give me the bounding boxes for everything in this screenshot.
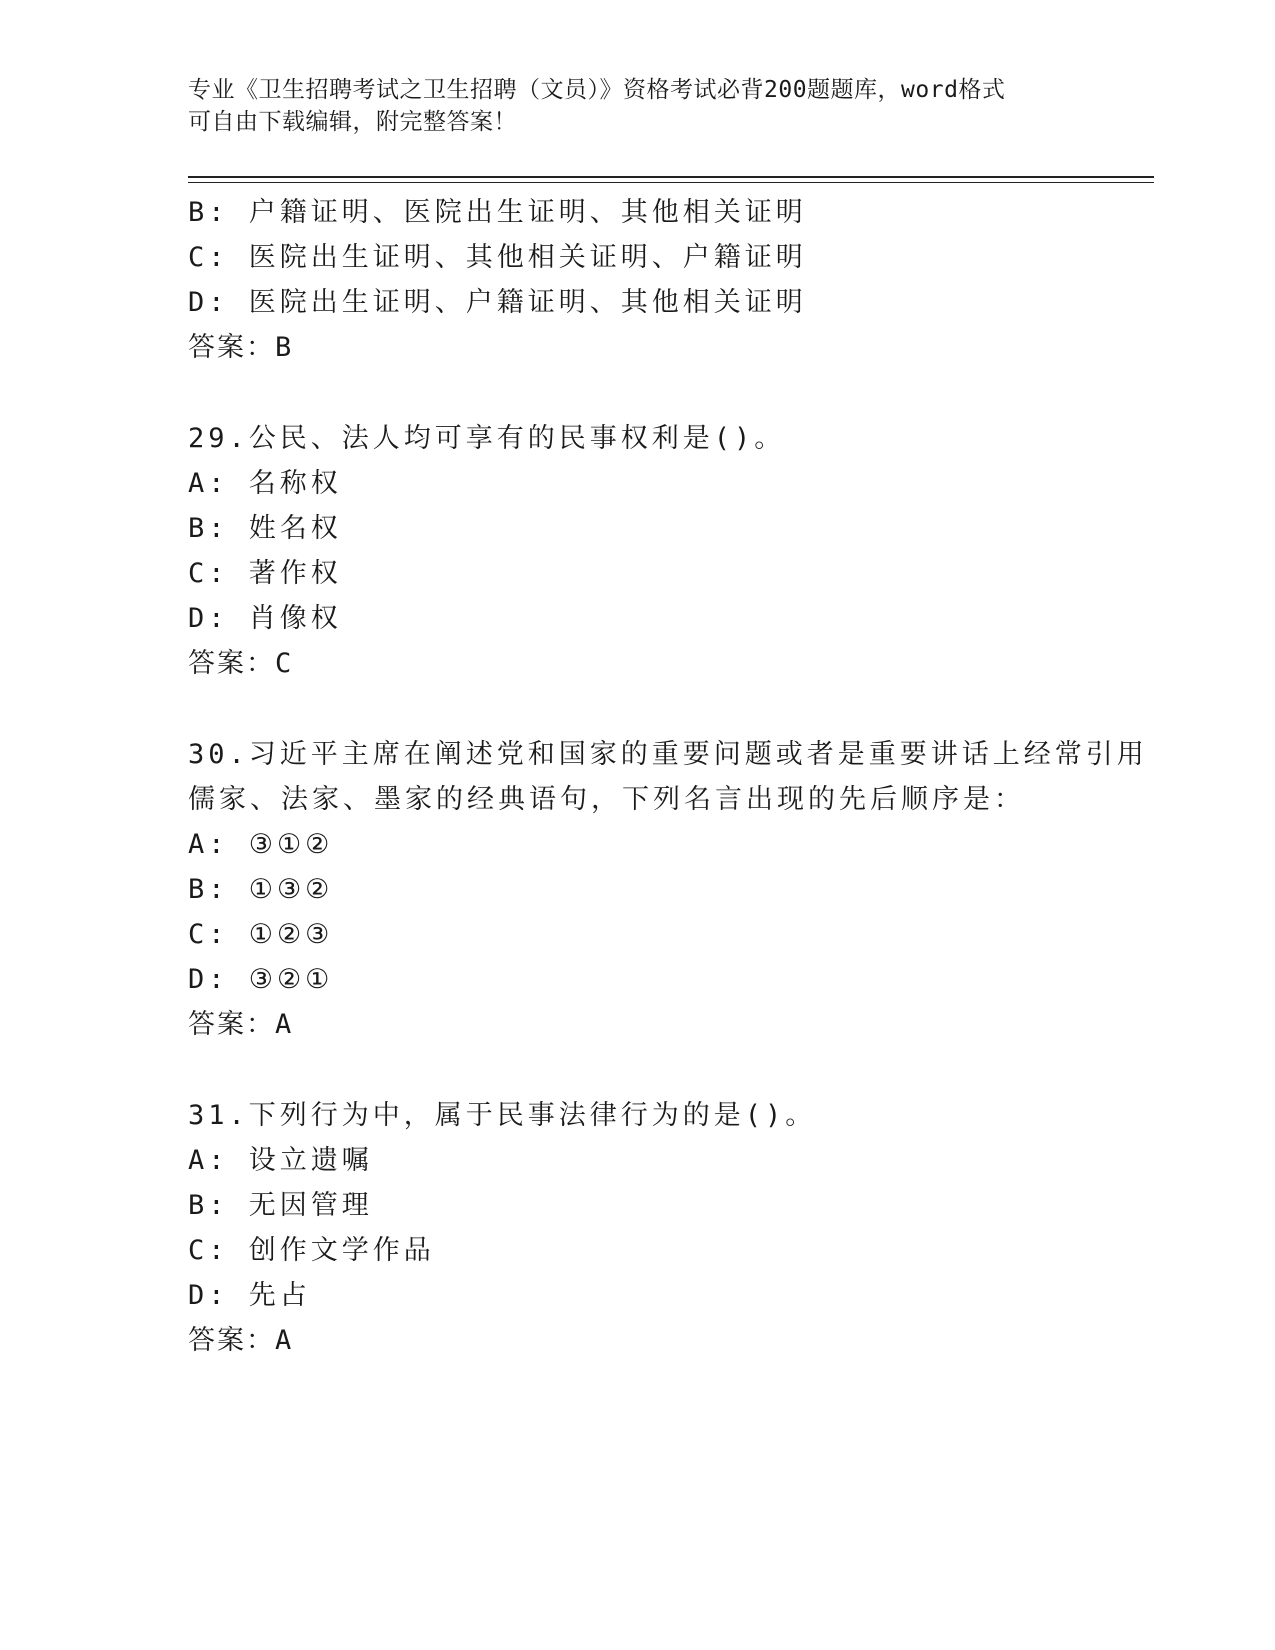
option-d: D: 先占 [188,1280,311,1311]
answer-value: B [275,332,294,363]
answer-label: 答案： [188,1009,275,1040]
header-title-line2: 可自由下载编辑，附完整答案！ [188,109,517,135]
option-c: C: 医院出生证明、其他相关证明、户籍证明 [188,242,807,273]
answer-value: C [275,648,294,679]
answer-line [188,325,1088,370]
question-stem: 29.公民、法人均可享有的民事权利是()。 [188,423,786,454]
answer-line [188,1318,1088,1363]
option-a: A: ③①② [188,829,334,860]
question-29 [188,416,1088,686]
document-header [188,74,1088,138]
question-stem-line2: 儒家、法家、墨家的经典语句，下列名言出现的先后顺序是： [188,784,1025,815]
answer-line [188,641,1088,686]
option-c: C: ①②③ [188,919,334,950]
question-31 [188,1093,1088,1363]
answer-label: 答案： [188,1325,275,1356]
option-c: C: 著作权 [188,558,342,589]
question-stem: 31.下列行为中，属于民事法律行为的是()。 [188,1100,817,1131]
option-a: A: 名称权 [188,468,342,499]
answer-label: 答案： [188,648,275,679]
header-title-line1: 专业《卫生招聘考试之卫生招聘（文员）》资格考试必背200题题库，word格式 [188,77,1006,103]
option-d: D: ③②① [188,964,334,995]
question-28-tail [188,190,1088,370]
option-b: B: 无因管理 [188,1190,373,1221]
option-c: C: 创作文学作品 [188,1235,435,1266]
answer-value: A [275,1009,294,1040]
answer-line [188,1002,1088,1047]
question-list [188,190,1148,1363]
option-d: D: 医院出生证明、户籍证明、其他相关证明 [188,287,807,318]
header-divider-thin [188,182,1154,183]
option-b: B: ①③② [188,874,334,905]
question-30 [188,732,1148,1047]
option-d: D: 肖像权 [188,603,342,634]
answer-value: A [275,1325,294,1356]
question-stem-line1: 30.习近平主席在阐述党和国家的重要问题或者是重要讲话上经常引用 [188,739,1148,770]
answer-label: 答案： [188,332,275,363]
option-b: B: 姓名权 [188,513,342,544]
option-b: B: 户籍证明、医院出生证明、其他相关证明 [188,197,807,228]
header-divider-thick [188,176,1154,178]
option-a: A: 设立遗嘱 [188,1145,373,1176]
